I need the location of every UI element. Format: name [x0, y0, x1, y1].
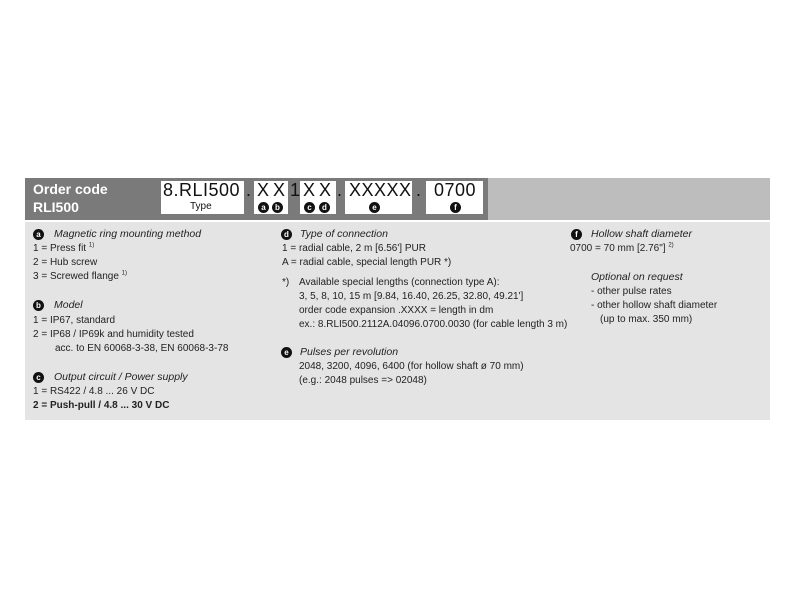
- optional-title: Optional on request: [591, 271, 683, 283]
- code-shaft: 0700: [434, 180, 477, 200]
- section-f-icon: f: [571, 229, 582, 240]
- section-e-item: (e.g.: 2048 pulses => 02048): [299, 375, 427, 386]
- badge-b-icon: b: [272, 202, 283, 213]
- section-d-note-marker: *): [282, 277, 290, 288]
- optional-item: - other pulse rates: [591, 286, 672, 297]
- section-e-title: Pulses per revolution: [300, 346, 399, 358]
- section-d-note: 3, 5, 8, 10, 15 m [9.84, 16.40, 26.25, 32.80, 49.21']: [299, 291, 524, 302]
- section-e-item: 2048, 3200, 4096, 6400 (for hollow shaft ø 70 mm): [299, 361, 524, 372]
- optional-item: - other hollow shaft diameter: [591, 300, 718, 311]
- section-e-icon: e: [281, 347, 292, 358]
- optional-item: (up to max. 350 mm): [600, 314, 693, 325]
- section-b-item: acc. to EN 60068-3-38, EN 60068-3-78: [55, 343, 229, 354]
- badge-d-icon: d: [319, 202, 330, 213]
- section-d-item: A = radial cable, special length PUR *): [282, 257, 452, 268]
- code-main: 8.RLI500: [163, 180, 241, 200]
- section-c-icon: c: [33, 372, 44, 383]
- badge-f-icon: f: [450, 202, 461, 213]
- section-d-note: ex.: 8.RLI500.2112A.04096.0700.0030 (for cable length 3 m): [299, 319, 568, 330]
- code-dot-1: .: [246, 180, 252, 200]
- section-f-title: Hollow shaft diameter: [591, 228, 692, 240]
- section-a-item: 3 = Screwed flange $^{1)}$: [33, 270, 128, 282]
- code-x-c: X: [303, 180, 316, 200]
- code-dot-3: .: [416, 180, 422, 200]
- badge-c-icon: c: [304, 202, 315, 213]
- order-code-title: Order code: [33, 181, 108, 197]
- order-code-subtitle: RLI500: [33, 199, 79, 215]
- section-c-item: 1 = RS422 / 4.8 ... 26 V DC: [33, 386, 155, 397]
- section-a-title: Magnetic ring mounting method: [54, 228, 202, 240]
- code-one: 1: [290, 180, 301, 200]
- section-b-item: 1 = IP67, standard: [33, 315, 116, 326]
- section-f-item: 0700 = 70 mm [2.76"] $^{2)}$: [570, 242, 674, 254]
- section-a-item: 2 = Hub screw: [33, 257, 98, 268]
- section-d-icon: d: [281, 229, 292, 240]
- code-xxxxx: XXXXX: [349, 180, 412, 200]
- badge-e-icon: e: [369, 202, 380, 213]
- code-x-a: X: [257, 180, 270, 200]
- section-d-note: order code expansion .XXXX = length in dm: [299, 305, 494, 316]
- section-d-title: Type of connection: [300, 228, 388, 240]
- section-d-note: Available special lengths (connection type A):: [299, 277, 500, 288]
- code-x-d: X: [319, 180, 332, 200]
- code-type-label: Type: [190, 201, 212, 212]
- section-c-title: Output circuit / Power supply: [54, 371, 188, 383]
- code-x-b: X: [273, 180, 286, 200]
- section-c-item: 2 = Push-pull / 4.8 ... 30 V DC: [33, 400, 170, 411]
- code-dot-2: .: [337, 180, 343, 200]
- section-b-item: 2 = IP68 / IP69k and humidity tested: [33, 329, 194, 340]
- badge-a-icon: a: [258, 202, 269, 213]
- section-a-icon: a: [33, 229, 44, 240]
- section-b-title: Model: [54, 299, 83, 311]
- section-a-item: 1 = Press fit $^{1)}$: [33, 242, 95, 254]
- section-d-item: 1 = radial cable, 2 m [6.56'] PUR: [282, 243, 426, 254]
- section-b-icon: b: [33, 300, 44, 311]
